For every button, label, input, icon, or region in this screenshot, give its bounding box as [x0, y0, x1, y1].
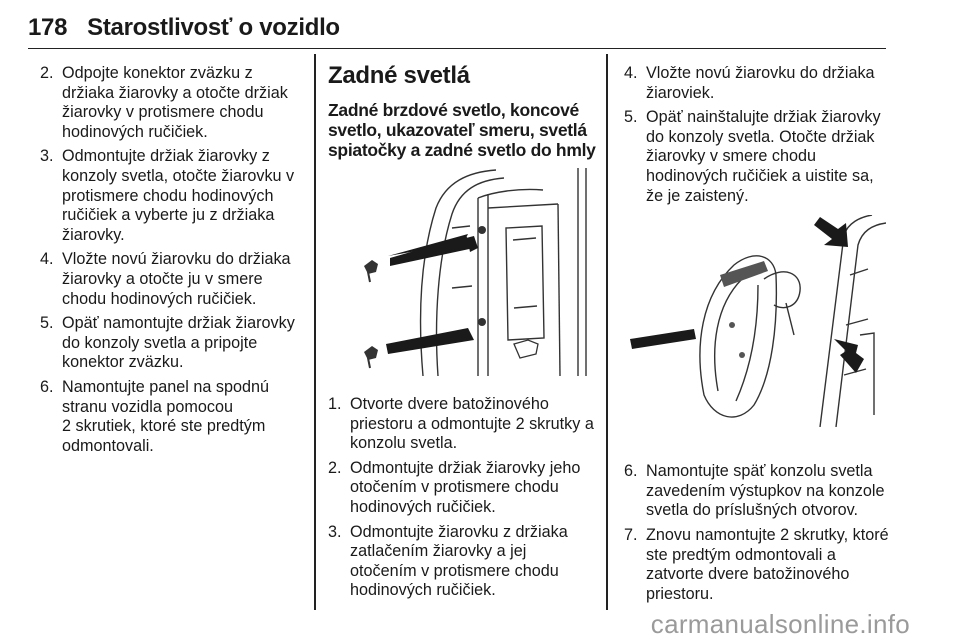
list-item: [40, 378, 298, 456]
page-number: 178: [28, 14, 68, 41]
list-item: [624, 462, 894, 521]
page-header: [28, 14, 886, 49]
step-number: 5.: [40, 314, 54, 333]
step-text: Namontujte panel na spodnú stranu vozidla pomocou 2 skrutiek, ktoré ste predtým odmontovali.: [62, 377, 269, 455]
step-list: [40, 64, 298, 456]
column-right: [624, 64, 894, 609]
step-text: Vložte novú žiarovku do držiaka žiarovky a otočte ju v smere chodu hodinových ručičiek.: [62, 250, 291, 308]
column-middle: [328, 64, 596, 606]
watermark: carmanualsonline.info: [650, 609, 910, 639]
step-text: Odpojte konektor zväzku z držiaka žiarovky a otočte držiak žiarovky v protismere chodu hodinových ručičiek.: [62, 64, 288, 141]
step-number: 3.: [328, 522, 342, 541]
column-divider: [314, 54, 316, 610]
list-item: [40, 314, 298, 373]
step-list: [328, 395, 596, 601]
step-number: 1.: [328, 395, 342, 413]
step-list: [624, 462, 894, 604]
step-number: 3.: [40, 147, 54, 166]
tail-light-assembly-drawing: [624, 215, 886, 427]
column-divider: [606, 54, 608, 610]
list-item: [328, 395, 596, 454]
step-number: 2.: [328, 458, 342, 477]
step-number: 2.: [40, 64, 54, 82]
step-text: Odmontujte držiak žiarovky z konzoly svetla, otočte žiarovku v protismere chodu hodinových ručičiek a vyberte ju z držiaka žiarovky.: [62, 147, 295, 244]
section-title: Zadné svetlá: [328, 62, 470, 89]
step-number: 5.: [624, 108, 638, 127]
step-text: Opäť nainštalujte držiak žiarovky do konzoly svetla. Otočte držiak žiarovky v smere chodu hodinových ručičiek a uistite sa, že je zaistený.: [646, 108, 881, 205]
list-item: [40, 250, 298, 309]
list-item: [40, 147, 298, 245]
list-item: [40, 64, 298, 142]
step-number: 4.: [40, 250, 54, 269]
tail-light-assembly-illustration: [624, 211, 894, 448]
step-number: 4.: [624, 64, 638, 82]
step-number: 6.: [40, 377, 54, 396]
list-item: [624, 108, 894, 206]
list-item: [328, 459, 596, 518]
list-item: [624, 526, 894, 604]
subsection-title: Zadné brzdové svetlo, koncové svetlo, ukazovateľ smeru, svetlá spiatočky a zadné svetlo do hmly: [328, 100, 596, 160]
step-text: Namontujte späť konzolu svetla zavedením výstupkov na konzole svetla do príslušných otvorov.: [646, 462, 885, 520]
chapter-title: Starostlivosť o vozidlo: [87, 14, 340, 41]
step-text: Odmontujte držiak žiarovky jeho otočením v protismere chodu hodinových ručičiek.: [350, 458, 581, 516]
step-text: Vložte novú žiarovku do držiaka žiaroviek.: [646, 64, 875, 102]
step-text: Otvorte dvere batožinového priestoru a odmontujte 2 skrutky a konzolu svetla.: [350, 395, 594, 453]
rear-light-bracket-illustration: [328, 168, 596, 381]
column-left: [40, 64, 298, 461]
step-number: 7.: [624, 525, 638, 544]
step-text: Znovu namontujte 2 skrutky, ktoré ste predtým odmontovali a zatvorte dvere batožinového priestoru.: [646, 525, 889, 603]
rear-light-bracket-drawing: [328, 168, 594, 376]
step-text: Opäť namontujte držiak žiarovky do konzoly svetla a pripojte konektor zväzku.: [62, 314, 295, 372]
list-item: [624, 64, 894, 103]
step-number: 6.: [624, 462, 638, 481]
step-list: [624, 64, 894, 206]
list-item: [328, 523, 596, 601]
step-text: Odmontujte žiarovku z držiaka zatlačením žiarovky a jej otočením v protismere chodu hodinových ručičiek.: [350, 522, 568, 600]
